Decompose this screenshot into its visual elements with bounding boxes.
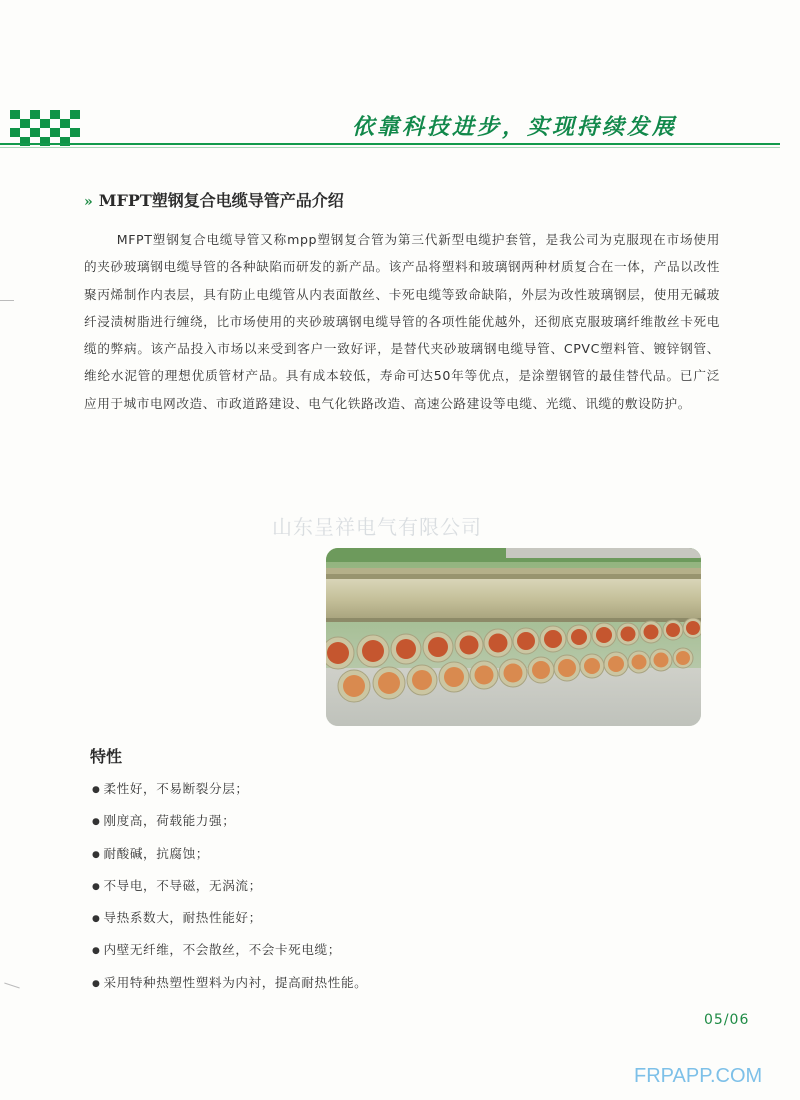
checkerboard-logo: [10, 110, 84, 146]
section-title: [84, 188, 344, 211]
feature-item: ● 导热系数大，耐热性能好；: [92, 910, 262, 926]
header-rule-secondary: [0, 147, 780, 148]
bullet-icon: ●: [92, 914, 101, 925]
header-slogan: 依靠科技进步，实现持续发展: [352, 114, 678, 140]
features-list: [92, 774, 367, 1000]
page-number: 05/06: [704, 1012, 750, 1028]
intro-paragraph: MFPT塑钢复合电缆导管又称mpp塑钢复合管为第三代新型电缆护套管，是我公司为克服现在市场使用的夹砂玻璃钢电缆导管的各种缺陷而研发的新产品。该产品将塑料和玻璃钢两种材质复合在一体，产品以改性聚丙烯制作内表层，具有防止电缆管从内表面散丝、卡死电缆等致命缺陷，外层为改性玻璃钢层，使用无碱玻纤浸渍树脂进行缠绕，比市场使用的夹砂玻璃钢电缆导管的各项性能优越外，还彻底克服玻璃纤维散丝卡死电缆的弊病。该产品投入市场以来受到客户一致好评，是替代夹砂玻璃钢电缆导管、CPVC塑料管、镀锌钢管、维纶水泥管的理想优质管材产品。具有成本较低，寿命可达50年等优点，是涂塑钢管的最佳替代品。已广泛应用于城市电网改造、市政道路建设、电气化铁路改造、高速公路建设等电缆、光缆、讯缆的敷设防护。: [84, 232, 720, 411]
feature-item: ● 柔性好，不易断裂分层；: [92, 781, 249, 796]
feature-item: ● 刚度高，荷载能力强；: [92, 813, 236, 829]
bullet-icon: ●: [92, 978, 101, 989]
feature-item: ● 耐酸碱，抗腐蚀；: [92, 845, 210, 861]
bullet-icon: ●: [92, 881, 101, 892]
edge-mark: [0, 300, 14, 301]
section-title-text: MFPT塑钢复合电缆导管产品介绍: [98, 191, 344, 210]
product-photo: [326, 548, 701, 726]
company-watermark: 山东呈祥电气有限公司: [272, 515, 482, 539]
site-watermark: FRPAPP.COM: [634, 1065, 763, 1087]
edge-mark: [4, 983, 20, 989]
feature-item: ● 采用特种热塑性塑料为内衬，提高耐热性能。: [92, 974, 368, 990]
bullet-icon: ●: [92, 849, 101, 860]
pipes-illustration: [326, 548, 701, 726]
feature-item: ● 内壁无纤维，不会散丝，不会卡死电缆；: [92, 942, 341, 958]
features-heading: 特性: [90, 747, 123, 766]
header-rule: [0, 143, 780, 145]
double-chevron-icon: »: [84, 194, 93, 210]
bullet-icon: ●: [92, 946, 101, 957]
bullet-icon: ●: [92, 785, 101, 795]
feature-item: ● 不导电，不导磁，无涡流；: [92, 877, 262, 893]
bullet-icon: ●: [92, 817, 101, 828]
